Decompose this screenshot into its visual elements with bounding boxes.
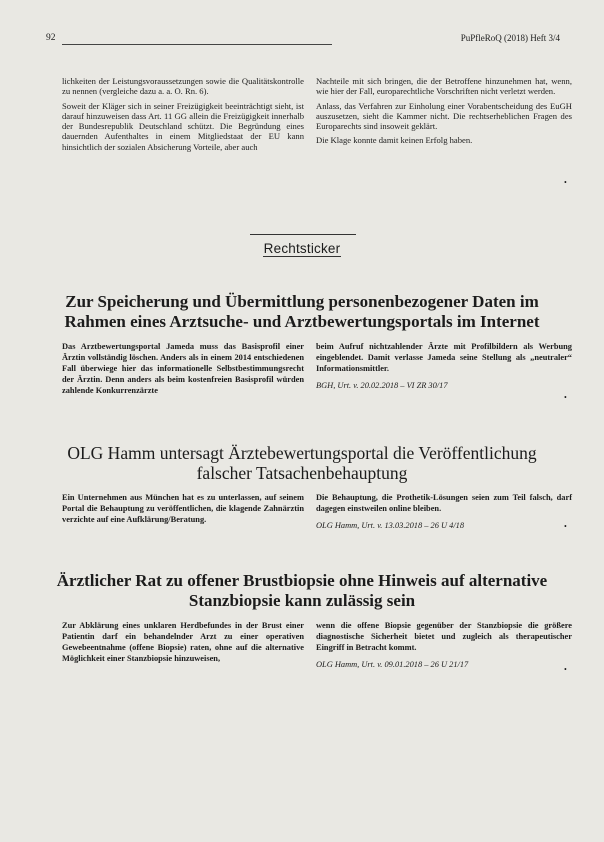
article-1-right-column <box>316 341 572 391</box>
article-2-title: OLG Hamm untersagt Ärztebewertungsportal die Veröffentlichung falscher Tatsachenbehauptung <box>67 443 537 483</box>
intro-right-paragraph-1: Nachteile mit sich bringen, die der Betroffene hinzunehmen hat, wenn, wie hier der Fall, europarechtliche Vorschriften nicht verletzt werden. <box>316 76 572 97</box>
article-1-citation: BGH, Urt. v. 20.02.2018 – VI ZR 30/17 <box>316 381 448 390</box>
article-1-end-mark: • <box>564 393 567 402</box>
article-2-citation: OLG Hamm, Urt. v. 13.03.2018 – 26 U 4/18 <box>316 521 465 530</box>
article-1-title: Zur Speicherung und Übermittlung personenbezogener Daten im Rahmen eines Arztsuche- und Arztbewertungsportals im Internet <box>64 292 540 331</box>
article-2-right-column <box>316 492 572 531</box>
article-3-citation: OLG Hamm, Urt. v. 09.01.2018 – 26 U 21/17 <box>316 660 469 669</box>
article-3-title: Ärztlicher Rat zu offener Brustbiopsie ohne Hinweis auf alternative Stanzbiopsie kann zulässig sein <box>56 571 548 610</box>
intro-right-paragraph-2: Anlass, das Verfahren zur Einholung einer Vorabentscheidung des EuGH auszusetzen, sieht die Kammer nicht. Die rechtserheblichen Fragen des Europarechts sind insoweit geklärt. <box>316 100 572 132</box>
journal-header: PuPfleRoQ (2018) Heft 3/4 <box>460 33 560 43</box>
intro-end-mark: • <box>564 178 567 187</box>
article-3-right-text: wenn die offene Biopsie gegenüber der Stanzbiopsie die größere diagnostische Sicherheit bietet und zugleich als therapeutischer Eingriff in Betracht kommt. <box>316 621 572 652</box>
article-2-end-mark: • <box>564 522 567 531</box>
page-number: 92 <box>46 33 56 43</box>
intro-right-column <box>316 76 572 150</box>
intro-left-paragraph-1: lichkeiten der Leistungsvoraussetzungen sowie die Qualitätskontrolle zu nennen (vergleiche dazu a. a. O. Rn. 6). <box>62 76 304 97</box>
section-label-text: Rechtsticker <box>263 241 341 256</box>
intro-right-paragraph-3: Die Klage konnte damit keinen Erfolg haben. <box>316 135 473 146</box>
article-1-right-text: beim Aufruf nichtzahlender Ärzte mit Profilbildern als Werbung eingeblendet. Damit verlasse Jameda seine Stellung als „neutraler“ Informationsmittler. <box>316 342 572 373</box>
article-2-right-text: Die Behauptung, die Prothetik-Lösungen seien zum Teil falsch, darf dagegen einstweilen online bleiben. <box>316 493 572 513</box>
article-2-left-text: Ein Unternehmen aus München hat es zu unterlassen, auf seinem Portal die Behauptung zu veröffentlichen, die klagende Zahnärztin verzichte auf eine Aufklärung/Beratung. <box>62 493 304 524</box>
article-3-left-text: Zur Abklärung eines unklaren Herdbefundes in der Brust einer Patientin darf ein behandelnder Arzt zu einer operativen Gewebeentnahme (offene Biopsie) raten, ohne auf die alternative Möglichkeit einer Stanzbiopsie hinzuweisen, <box>62 621 304 663</box>
intro-left-column <box>62 76 304 156</box>
article-3-end-mark: • <box>564 665 567 674</box>
article-3-right-column <box>316 620 572 670</box>
section-label <box>0 241 604 256</box>
section-top-rule <box>250 234 356 235</box>
header-rule <box>62 44 332 45</box>
intro-left-paragraph-2: Soweit der Kläger sich in seiner Freizügigkeit beeinträchtigt sieht, ist darauf hinzuweisen dass Art. 11 GG allein die Freizügigkeit innerhalb der Bundesrepublik Deutschland schützt. Die Begründung eines dauernden Aufenthaltes in einem Mitgliedstaat der EU kann hinsichtlich der sozialen Absicherung Vorteile, aber auch <box>62 100 304 152</box>
article-1-left-text: Das Arztbewertungsportal Jameda muss das Basisprofil einer Ärztin vollständig löschen. Anders als in einem 2014 entschiedenen Fall überwiege hier das informationelle Selbstbestimmungsrecht der Ärztin. Denn anders als beim kostenfreien Basisprofil würden zahlende Konkurrenzärzte <box>62 342 304 395</box>
